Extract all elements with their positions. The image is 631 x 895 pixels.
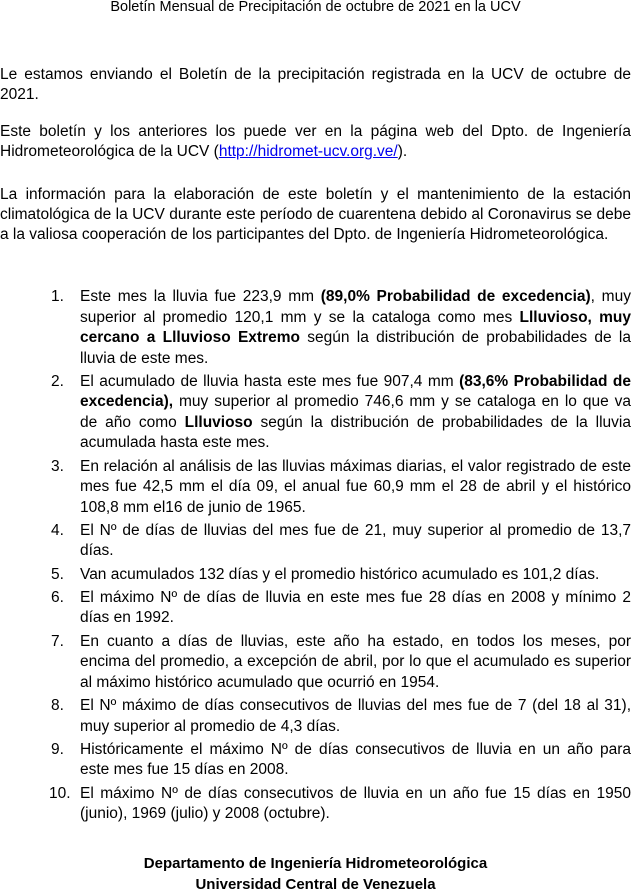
finding-number: 4. xyxy=(51,521,64,539)
finding-text: muy superior al promedio 746,6 mm y se cataloga en lo que va de año como xyxy=(80,393,631,431)
finding-text: El máximo Nº de días de lluvia en este mes fue 28 días en 2008 y mínimo 2 días en 1992. xyxy=(80,588,631,627)
finding-text: El Nº máximo de días consecutivos de lluvias del mes fue de 7 (del 18 al 31), muy superior al promedio de 4,3 días. xyxy=(80,697,631,735)
finding-text: Van acumulados 132 días y el promedio histórico acumulado es 101,2 días. xyxy=(80,565,600,583)
finding-bold-text: Llluvioso, muy cercano a Llluvioso Extremo xyxy=(80,308,631,346)
intro-paragraph-2 xyxy=(0,122,631,162)
intro-paragraph-1: Le estamos enviando el Boletín de la precipitación registrada en la UCV de octubre de 2021. xyxy=(0,66,631,103)
findings-list xyxy=(0,287,631,827)
intro-p2-text-after: ). xyxy=(397,143,408,160)
footer-signature xyxy=(0,853,631,895)
finding-item-7 xyxy=(0,632,631,694)
finding-text: En cuanto a días de lluvias, este año ha estado, en todos los meses, por encima del promedio, a excepción de abril, por lo que el acumulado es superior al máximo histórico acumulado que ocurrió en 1954. xyxy=(80,632,631,691)
finding-number: 9. xyxy=(51,740,64,758)
finding-text: El máximo Nº de días consecutivos de lluvia en un año fue 15 días en 1950 (junio), 1969 (julio) y 2008 (octubre). xyxy=(80,784,631,823)
hidromet-website-link[interactable]: http://hidromet-ucv.org.ve/ xyxy=(218,143,398,160)
finding-item-5 xyxy=(0,565,631,586)
finding-number: 2. xyxy=(51,372,64,390)
finding-item-8 xyxy=(0,696,631,737)
finding-text: El Nº de días de lluvias del mes fue de 21, muy superior al promedio de 13,7 días. xyxy=(80,521,631,560)
university-name: Universidad Central de Venezuela xyxy=(195,876,436,893)
finding-text: Históricamente el máximo Nº de días consecutivos de lluvia en un año para este mes fue 15 días en 2008. xyxy=(80,740,631,779)
finding-item-6 xyxy=(0,588,631,629)
finding-text: En relación al análisis de las lluvias máximas diarias, el valor registrado de este mes fue 42,5 mm el día 09, el anual fue 60,9 mm el 28 de abril y el histórico 108,8 mm el16 de junio de 1965. xyxy=(80,457,631,516)
finding-item-10 xyxy=(0,784,631,825)
finding-item-2 xyxy=(0,372,631,454)
bulletin-title: Boletín Mensual de Precipitación de octubre de 2021 en la UCV xyxy=(110,0,521,15)
finding-text: Este mes la lluvia fue 223,9 mm xyxy=(80,288,321,305)
finding-number: 10. xyxy=(49,784,71,802)
department-name: Departamento de Ingeniería Hidrometeorológica xyxy=(143,855,488,872)
finding-number: 7. xyxy=(51,632,64,650)
finding-bold-text: (89,0% Probabilidad de excedencia) xyxy=(320,288,591,305)
finding-item-4 xyxy=(0,521,631,562)
finding-bold-text: (83,6% Probabilidad de excedencia), xyxy=(80,372,631,411)
finding-text: , muy superior al promedio 120,1 mm y se la cataloga como mes xyxy=(80,288,631,326)
finding-text: según la distribución de probabilidades de la lluvia acumulada hasta este mes. xyxy=(80,413,631,452)
finding-text: según la distribución de probabilidades de la lluvia de este mes. xyxy=(80,329,631,367)
finding-number: 6. xyxy=(51,588,64,606)
finding-bold-text: Llluvioso xyxy=(184,413,253,431)
finding-number: 3. xyxy=(51,457,64,475)
finding-item-9 xyxy=(0,740,631,781)
finding-number: 8. xyxy=(51,697,64,715)
intro-paragraph-3: La información para la elaboración de este boletín y el mantenimiento de la estación climatológica de la UCV durante este período de cuarentena debido al Coronavirus se debe a la valiosa cooperación de los participantes del Dpto. de Ingeniería Hidrometeorológica. xyxy=(0,186,631,243)
intro-p2-text-before: Este boletín y los anteriores los puede ver en la página web del Dpto. de Ingeniería Hidrometeorológica de la UCV ( xyxy=(0,123,631,160)
finding-item-1 xyxy=(0,287,631,369)
finding-number: 5. xyxy=(51,565,64,583)
finding-text: El acumulado de lluvia hasta este mes fue 907,4 mm xyxy=(80,372,460,390)
finding-number: 1. xyxy=(51,288,64,305)
finding-item-3 xyxy=(0,457,631,519)
